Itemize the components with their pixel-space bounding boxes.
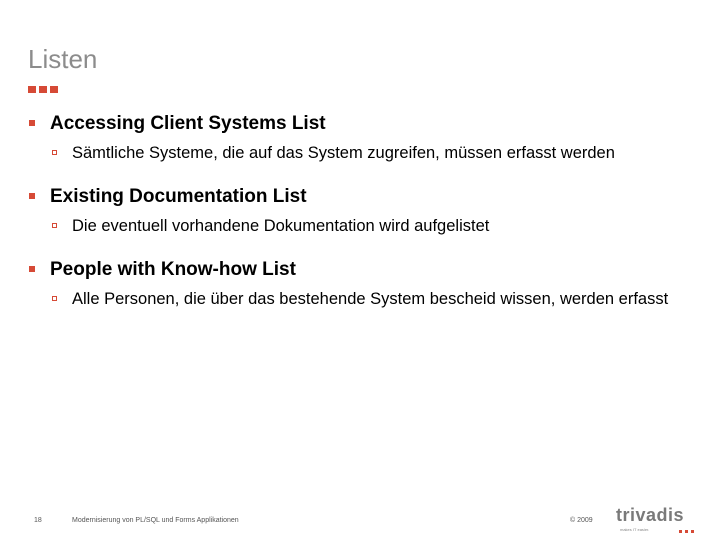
title-accent-squares — [28, 86, 58, 93]
sub-bullet-item — [50, 288, 688, 311]
sub-bullet-list — [50, 215, 688, 238]
accent-square — [39, 86, 47, 93]
sub-bullet-text: Die eventuell vorhandene Dokumentation wird aufgelistet — [72, 217, 490, 235]
slide-title: Listen — [28, 44, 98, 74]
bullet-item — [28, 112, 688, 165]
square-bullet-icon — [29, 120, 35, 126]
logo-dots — [679, 530, 694, 533]
sub-bullet-item — [50, 142, 688, 165]
bullet-item — [28, 185, 688, 238]
hollow-square-bullet-icon — [52, 296, 57, 301]
sub-bullet-list — [50, 288, 688, 311]
sub-bullet-item — [50, 215, 688, 238]
sub-bullet-list — [50, 142, 688, 165]
bullet-heading: Existing Documentation List — [50, 186, 307, 207]
bullet-heading: People with Know-how List — [50, 259, 296, 280]
copyright: © 2009 — [570, 517, 593, 524]
footer-text: Modernisierung von PL/SQL und Forms Applikationen — [72, 517, 239, 524]
page-number: 18 — [34, 517, 42, 524]
hollow-square-bullet-icon — [52, 223, 57, 228]
accent-square — [50, 86, 58, 93]
square-bullet-icon — [29, 266, 35, 272]
bullet-list — [28, 112, 688, 311]
square-bullet-icon — [29, 193, 35, 199]
sub-bullet-text: Sämtliche Systeme, die auf das System zugreifen, müssen erfasst werden — [72, 144, 615, 162]
accent-square — [28, 86, 36, 93]
trivadis-logo — [616, 505, 696, 535]
sub-bullet-text: Alle Personen, die über das bestehende System bescheid wissen, werden erfasst — [72, 290, 669, 308]
logo-tagline: makes IT easier. — [620, 527, 650, 532]
logo-name: trivadis — [616, 505, 685, 525]
bullet-heading: Accessing Client Systems List — [50, 113, 326, 134]
hollow-square-bullet-icon — [52, 150, 57, 155]
bullet-item — [28, 258, 688, 311]
